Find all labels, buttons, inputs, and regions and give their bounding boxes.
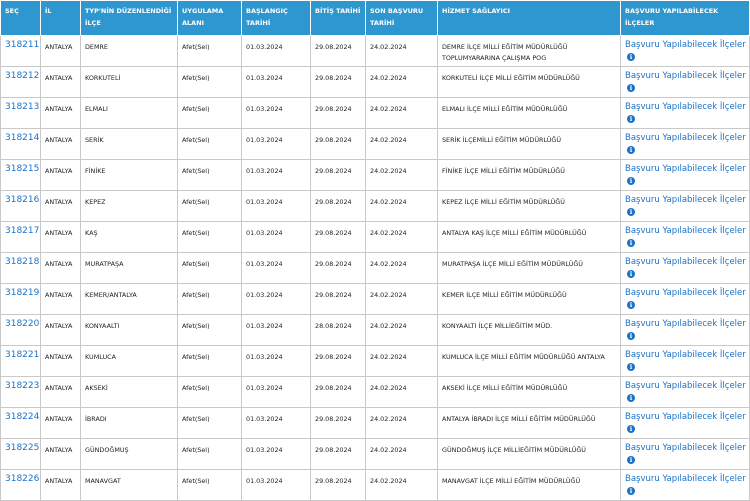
row-il: ANTALYA	[41, 315, 81, 346]
row-baslangic: 01.03.2024	[242, 36, 311, 67]
row-baslangic: 01.03.2024	[242, 284, 311, 315]
row-son-basvuru: 24.02.2024	[366, 346, 438, 377]
basvuru-link[interactable]: Başvuru Yapılabilecek İlçeler	[625, 133, 746, 143]
row-alan: Afet(Sel)	[178, 439, 242, 470]
table-row	[1, 377, 750, 408]
row-select-link[interactable]: 318214	[5, 133, 40, 143]
row-hizmet: AKSEKİ İLÇE MİLLİ EĞİTİM MÜDÜRLÜĞÜ	[438, 377, 621, 408]
table-header-row	[1, 1, 750, 36]
row-il: ANTALYA	[41, 129, 81, 160]
row-ilce: MANAVGAT	[81, 470, 178, 501]
row-sec-cell	[1, 377, 41, 408]
row-ilce: AKSEKİ	[81, 377, 178, 408]
row-ilce: KUMLUCA	[81, 346, 178, 377]
row-baslangic: 01.03.2024	[242, 160, 311, 191]
row-baslangic: 01.03.2024	[242, 439, 311, 470]
table-row	[1, 346, 750, 377]
row-hizmet: KONYAALTI İLÇE MİLLİEĞİTİM MÜD.	[438, 315, 621, 346]
row-hizmet: FİNİKE İLÇE MİLLİ EĞİTİM MÜDÜRLÜĞÜ	[438, 160, 621, 191]
row-baslangic: 01.03.2024	[242, 253, 311, 284]
table-body	[1, 36, 750, 501]
header-il: İL	[41, 1, 81, 36]
row-alan: Afet(Sel)	[178, 284, 242, 315]
row-sec-cell	[1, 253, 41, 284]
row-select-link[interactable]: 318225	[5, 443, 40, 453]
row-il: ANTALYA	[41, 191, 81, 222]
table-row	[1, 253, 750, 284]
row-basvuru-cell	[621, 98, 750, 129]
row-il: ANTALYA	[41, 36, 81, 67]
basvuru-link[interactable]: Başvuru Yapılabilecek İlçeler	[625, 319, 746, 329]
basvuru-link[interactable]: Başvuru Yapılabilecek İlçeler	[625, 102, 746, 112]
row-il: ANTALYA	[41, 439, 81, 470]
row-select-link[interactable]: 318215	[5, 164, 40, 174]
row-bitis: 29.08.2024	[311, 98, 366, 129]
info-icon[interactable]: i	[627, 332, 635, 340]
info-icon[interactable]: i	[627, 487, 635, 495]
row-son-basvuru: 24.02.2024	[366, 129, 438, 160]
row-hizmet: KEMER İLÇE MİLLİ EĞİTİM MÜDÜRLÜĞÜ	[438, 284, 621, 315]
row-son-basvuru: 24.02.2024	[366, 439, 438, 470]
row-alan: Afet(Sel)	[178, 377, 242, 408]
row-bitis: 29.08.2024	[311, 222, 366, 253]
row-basvuru-cell	[621, 160, 750, 191]
row-alan: Afet(Sel)	[178, 253, 242, 284]
row-sec-cell	[1, 470, 41, 501]
row-alan: Afet(Sel)	[178, 98, 242, 129]
row-alan: Afet(Sel)	[178, 36, 242, 67]
row-hizmet: KUMLUCA İLÇE MİLLİ EĞİTİM MÜDÜRLÜĞÜ ANTALYA	[438, 346, 621, 377]
row-sec-cell	[1, 222, 41, 253]
row-select-link[interactable]: 318221	[5, 350, 40, 360]
row-select-link[interactable]: 318217	[5, 226, 40, 236]
row-baslangic: 01.03.2024	[242, 67, 311, 98]
basvuru-link[interactable]: Başvuru Yapılabilecek İlçeler	[625, 71, 746, 81]
row-hizmet: DEMRE İLÇE MİLLİ EĞİTİM MÜDÜRLÜĞÜ TOPLUMYARARINA ÇALIŞMA POG	[438, 36, 621, 67]
header-sec[interactable]: SEÇ	[1, 1, 41, 36]
row-hizmet: ELMALI İLÇE MİLLİ EĞİTİM MÜDÜRLÜĞÜ	[438, 98, 621, 129]
row-il: ANTALYA	[41, 160, 81, 191]
row-ilce: SERİK	[81, 129, 178, 160]
row-bitis: 29.08.2024	[311, 129, 366, 160]
basvuru-link[interactable]: Başvuru Yapılabilecek İlçeler	[625, 443, 746, 453]
info-icon[interactable]: i	[627, 84, 635, 92]
row-bitis: 28.08.2024	[311, 315, 366, 346]
row-hizmet: MURATPAŞA İLÇE MİLLİ EĞİTİM MÜDÜRLÜĞÜ	[438, 253, 621, 284]
basvuru-link[interactable]: Başvuru Yapılabilecek İlçeler	[625, 381, 746, 391]
row-alan: Afet(Sel)	[178, 346, 242, 377]
row-ilce: KONYAALTI	[81, 315, 178, 346]
table-row	[1, 36, 750, 67]
basvuru-link[interactable]: Başvuru Yapılabilecek İlçeler	[625, 195, 746, 205]
row-bitis: 29.08.2024	[311, 160, 366, 191]
row-basvuru-cell	[621, 129, 750, 160]
row-alan: Afet(Sel)	[178, 470, 242, 501]
header-bitis: BİTİŞ TARİHİ	[311, 1, 366, 36]
row-basvuru-cell	[621, 67, 750, 98]
row-sec-cell	[1, 129, 41, 160]
row-il: ANTALYA	[41, 408, 81, 439]
basvuru-link[interactable]: Başvuru Yapılabilecek İlçeler	[625, 40, 746, 50]
row-son-basvuru: 24.02.2024	[366, 377, 438, 408]
info-icon[interactable]: i	[627, 270, 635, 278]
row-son-basvuru: 24.02.2024	[366, 470, 438, 501]
row-ilce: KEMER/ANTALYA	[81, 284, 178, 315]
row-bitis: 29.08.2024	[311, 408, 366, 439]
table-row	[1, 222, 750, 253]
row-alan: Afet(Sel)	[178, 191, 242, 222]
row-hizmet: MANAVGAT İLÇE MİLLİ EĞİTİM MÜDÜRLÜĞÜ	[438, 470, 621, 501]
row-il: ANTALYA	[41, 67, 81, 98]
row-bitis: 29.08.2024	[311, 439, 366, 470]
row-son-basvuru: 24.02.2024	[366, 36, 438, 67]
row-il: ANTALYA	[41, 98, 81, 129]
row-hizmet: KORKUTELİ İLÇE MİLLİ EĞİTİM MÜDÜRLÜĞÜ	[438, 67, 621, 98]
row-bitis: 29.08.2024	[311, 253, 366, 284]
row-select-link[interactable]: 318218	[5, 257, 40, 267]
row-alan: Afet(Sel)	[178, 222, 242, 253]
row-basvuru-cell	[621, 191, 750, 222]
row-ilce: DEMRE	[81, 36, 178, 67]
row-bitis: 29.08.2024	[311, 191, 366, 222]
table-row	[1, 439, 750, 470]
row-baslangic: 01.03.2024	[242, 129, 311, 160]
row-select-link[interactable]: 318213	[5, 102, 40, 112]
info-icon[interactable]: i	[627, 53, 635, 61]
row-baslangic: 01.03.2024	[242, 377, 311, 408]
info-icon[interactable]: i	[627, 115, 635, 123]
row-basvuru-cell	[621, 470, 750, 501]
basvuru-link[interactable]: Başvuru Yapılabilecek İlçeler	[625, 288, 746, 298]
row-select-link[interactable]: 318223	[5, 381, 40, 391]
row-basvuru-cell	[621, 222, 750, 253]
header-ilce: TYP'NİN DÜZENLENDİĞİ İLÇE	[81, 1, 178, 36]
header-son-basvuru: SON BAŞVURU TARİHİ	[366, 1, 438, 36]
row-bitis: 29.08.2024	[311, 470, 366, 501]
row-sec-cell	[1, 346, 41, 377]
row-ilce: KEPEZ	[81, 191, 178, 222]
row-baslangic: 01.03.2024	[242, 98, 311, 129]
row-baslangic: 01.03.2024	[242, 346, 311, 377]
row-sec-cell	[1, 98, 41, 129]
basvuru-link[interactable]: Başvuru Yapılabilecek İlçeler	[625, 474, 746, 484]
row-ilce: KAŞ	[81, 222, 178, 253]
row-son-basvuru: 24.02.2024	[366, 67, 438, 98]
table-row	[1, 67, 750, 98]
table-row	[1, 98, 750, 129]
row-alan: Afet(Sel)	[178, 160, 242, 191]
row-il: ANTALYA	[41, 470, 81, 501]
row-baslangic: 01.03.2024	[242, 222, 311, 253]
basvuru-link[interactable]: Başvuru Yapılabilecek İlçeler	[625, 350, 746, 360]
basvuru-link[interactable]: Başvuru Yapılabilecek İlçeler	[625, 257, 746, 267]
row-il: ANTALYA	[41, 253, 81, 284]
table-row	[1, 191, 750, 222]
row-basvuru-cell	[621, 284, 750, 315]
row-hizmet: SERİK İLÇEMİLLİ EĞİTİM MÜDÜRLÜĞÜ	[438, 129, 621, 160]
row-baslangic: 01.03.2024	[242, 191, 311, 222]
row-basvuru-cell	[621, 346, 750, 377]
row-sec-cell	[1, 315, 41, 346]
row-hizmet: ANTALYA İBRADI İLÇE MİLLİ EĞİTİM MÜDÜRLÜĞÜ	[438, 408, 621, 439]
header-basvuru-ilceler: BAŞVURU YAPILABİLECEK İLÇELER	[621, 1, 750, 36]
row-ilce: İBRADI	[81, 408, 178, 439]
row-ilce: KORKUTELİ	[81, 67, 178, 98]
row-select-link[interactable]: 318224	[5, 412, 40, 422]
row-select-link[interactable]: 318216	[5, 195, 40, 205]
row-hizmet: KEPEZ İLÇE MİLLİ EĞİTİM MÜDÜRLÜĞÜ	[438, 191, 621, 222]
row-basvuru-cell	[621, 408, 750, 439]
info-icon[interactable]: i	[627, 456, 635, 464]
info-icon[interactable]: i	[627, 425, 635, 433]
row-sec-cell	[1, 191, 41, 222]
row-bitis: 29.08.2024	[311, 346, 366, 377]
row-basvuru-cell	[621, 36, 750, 67]
header-hizmet: HİZMET SAĞLAYICI	[438, 1, 621, 36]
row-bitis: 29.08.2024	[311, 36, 366, 67]
info-icon[interactable]: i	[627, 394, 635, 402]
row-sec-cell	[1, 408, 41, 439]
row-baslangic: 01.03.2024	[242, 315, 311, 346]
table-row	[1, 129, 750, 160]
row-son-basvuru: 24.02.2024	[366, 408, 438, 439]
row-baslangic: 01.03.2024	[242, 470, 311, 501]
row-select-link[interactable]: 318226	[5, 474, 40, 484]
row-select-link[interactable]: 318212	[5, 71, 40, 81]
header-alan: UYGULAMA ALANI	[178, 1, 242, 36]
row-il: ANTALYA	[41, 346, 81, 377]
row-sec-cell	[1, 67, 41, 98]
row-bitis: 29.08.2024	[311, 377, 366, 408]
row-alan: Afet(Sel)	[178, 315, 242, 346]
row-baslangic: 01.03.2024	[242, 408, 311, 439]
row-alan: Afet(Sel)	[178, 129, 242, 160]
row-son-basvuru: 24.02.2024	[366, 160, 438, 191]
info-icon[interactable]: i	[627, 208, 635, 216]
table-row	[1, 284, 750, 315]
row-bitis: 29.08.2024	[311, 67, 366, 98]
info-icon[interactable]: i	[627, 146, 635, 154]
row-son-basvuru: 24.02.2024	[366, 222, 438, 253]
row-select-link[interactable]: 318220	[5, 319, 40, 329]
row-hizmet: GÜNDOĞMUŞ İLÇE MİLLİEĞİTİM MÜDÜRLÜĞÜ	[438, 439, 621, 470]
row-son-basvuru: 24.02.2024	[366, 191, 438, 222]
row-basvuru-cell	[621, 315, 750, 346]
basvuru-link[interactable]: Başvuru Yapılabilecek İlçeler	[625, 226, 746, 236]
row-alan: Afet(Sel)	[178, 408, 242, 439]
row-select-link[interactable]: 318219	[5, 288, 40, 298]
row-son-basvuru: 24.02.2024	[366, 315, 438, 346]
table-row	[1, 315, 750, 346]
info-icon[interactable]: i	[627, 363, 635, 371]
row-alan: Afet(Sel)	[178, 67, 242, 98]
table-row	[1, 408, 750, 439]
row-sec-cell	[1, 36, 41, 67]
info-icon[interactable]: i	[627, 301, 635, 309]
info-icon[interactable]: i	[627, 239, 635, 247]
row-ilce: MURATPAŞA	[81, 253, 178, 284]
row-sec-cell	[1, 160, 41, 191]
row-ilce: ELMALI	[81, 98, 178, 129]
row-basvuru-cell	[621, 377, 750, 408]
row-hizmet: ANTALYA KAŞ İLÇE MİLLİ EĞİTİM MÜDÜRLÜĞÜ	[438, 222, 621, 253]
row-son-basvuru: 24.02.2024	[366, 284, 438, 315]
table-row	[1, 160, 750, 191]
basvuru-link[interactable]: Başvuru Yapılabilecek İlçeler	[625, 412, 746, 422]
row-select-link[interactable]: 318211	[5, 40, 40, 50]
header-baslangic: BAŞLANGIÇ TARİHİ	[242, 1, 311, 36]
row-basvuru-cell	[621, 439, 750, 470]
basvuru-link[interactable]: Başvuru Yapılabilecek İlçeler	[625, 164, 746, 174]
row-il: ANTALYA	[41, 377, 81, 408]
row-il: ANTALYA	[41, 284, 81, 315]
info-icon[interactable]: i	[627, 177, 635, 185]
table-row	[1, 470, 750, 501]
row-sec-cell	[1, 439, 41, 470]
row-son-basvuru: 24.02.2024	[366, 253, 438, 284]
row-bitis: 29.08.2024	[311, 284, 366, 315]
row-son-basvuru: 24.02.2024	[366, 98, 438, 129]
row-sec-cell	[1, 284, 41, 315]
row-ilce: GÜNDOĞMUŞ	[81, 439, 178, 470]
row-basvuru-cell	[621, 253, 750, 284]
row-il: ANTALYA	[41, 222, 81, 253]
row-ilce: FİNİKE	[81, 160, 178, 191]
